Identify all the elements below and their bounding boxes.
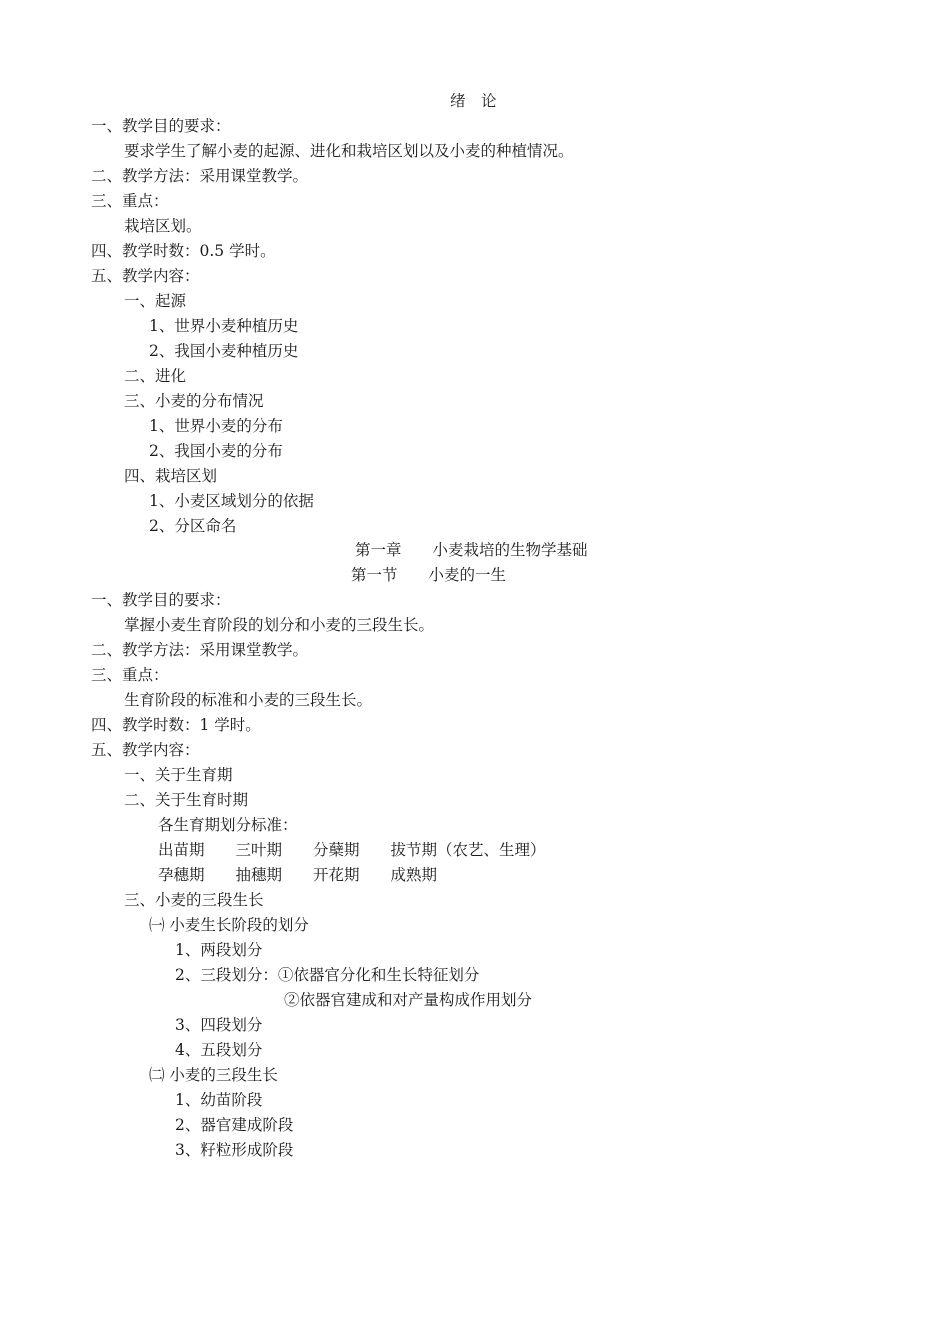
ch1-subheading: ㈡ 小麦的三段生长 (149, 1066, 278, 1084)
ch1-subitem: 2、器官建成阶段 (175, 1116, 294, 1134)
ch1-goal-text: 掌握小麦生育阶段的划分和小麦的三段生长。 (124, 616, 435, 634)
intro-hours: 四、教学时数：0.5 学时。 (91, 242, 276, 260)
ch1-stage-standard: 各生育期划分标准： (158, 816, 298, 834)
ch1-hours: 四、教学时数：1 学时。 (91, 716, 261, 734)
intro-item-distribution: 三、小麦的分布情况 (124, 392, 264, 410)
ch1-item-growth-period: 一、关于生育期 (124, 766, 233, 784)
ch1-subitem: 2、三段划分：①依器官分化和生长特征划分 (175, 966, 480, 984)
ch1-subitem: 1、幼苗阶段 (175, 1091, 263, 1109)
ch1-method: 二、教学方法：采用课堂教学。 (91, 641, 309, 659)
intro-content-heading: 五、教学内容： (91, 267, 200, 285)
intro-focus-text: 栽培区划。 (124, 217, 202, 235)
ch1-stage-row: 出苗期 三叶期 分蘖期 拔节期（农艺、生理） (158, 841, 546, 859)
intro-subitem: 1、世界小麦种植历史 (149, 317, 299, 335)
intro-item-zoning: 四、栽培区划 (124, 467, 218, 485)
intro-focus-heading: 三、重点： (91, 192, 169, 210)
intro-subitem: 1、小麦区域划分的依据 (149, 492, 314, 510)
ch1-subitem: 3、籽粒形成阶段 (175, 1141, 294, 1159)
intro-subitem: 2、我国小麦的分布 (149, 442, 283, 460)
intro-subitem: 1、世界小麦的分布 (149, 417, 283, 435)
ch1-goal-heading: 一、教学目的要求： (91, 591, 231, 609)
ch1-item-three-phase: 三、小麦的三段生长 (124, 891, 264, 909)
intro-goal-heading: 一、教学目的要求： (91, 117, 231, 135)
intro-goal-text: 要求学生了解小麦的起源、进化和栽培区划以及小麦的种植情况。 (124, 142, 574, 160)
ch1-subitem-cont: ②依器官建成和对产量构成作用划分 (284, 991, 533, 1009)
intro-item-evolution: 二、进化 (124, 367, 187, 385)
intro-subitem: 2、我国小麦种植历史 (149, 342, 299, 360)
ch1-subheading: ㈠ 小麦生长阶段的划分 (149, 916, 309, 934)
ch1-subitem: 4、五段划分 (175, 1041, 263, 1059)
ch1-focus-heading: 三、重点： (91, 666, 169, 684)
ch1-focus-text: 生育阶段的标准和小麦的三段生长。 (124, 691, 373, 709)
chapter-title: 第一章 小麦栽培的生物学基础 (355, 541, 588, 559)
ch1-subitem: 3、四段划分 (175, 1016, 263, 1034)
ch1-content-heading: 五、教学内容： (91, 741, 200, 759)
intro-method: 二、教学方法：采用课堂教学。 (91, 167, 309, 185)
intro-item-origin: 一、起源 (124, 292, 187, 310)
ch1-stage-row: 孕穗期 抽穗期 开花期 成熟期 (158, 866, 438, 884)
section-title: 第一节 小麦的一生 (351, 566, 507, 584)
intro-subitem: 2、分区命名 (149, 517, 237, 535)
ch1-subitem: 1、两段划分 (175, 941, 263, 959)
intro-title: 绪 论 (450, 92, 497, 110)
ch1-item-growth-stage: 二、关于生育时期 (124, 791, 249, 809)
